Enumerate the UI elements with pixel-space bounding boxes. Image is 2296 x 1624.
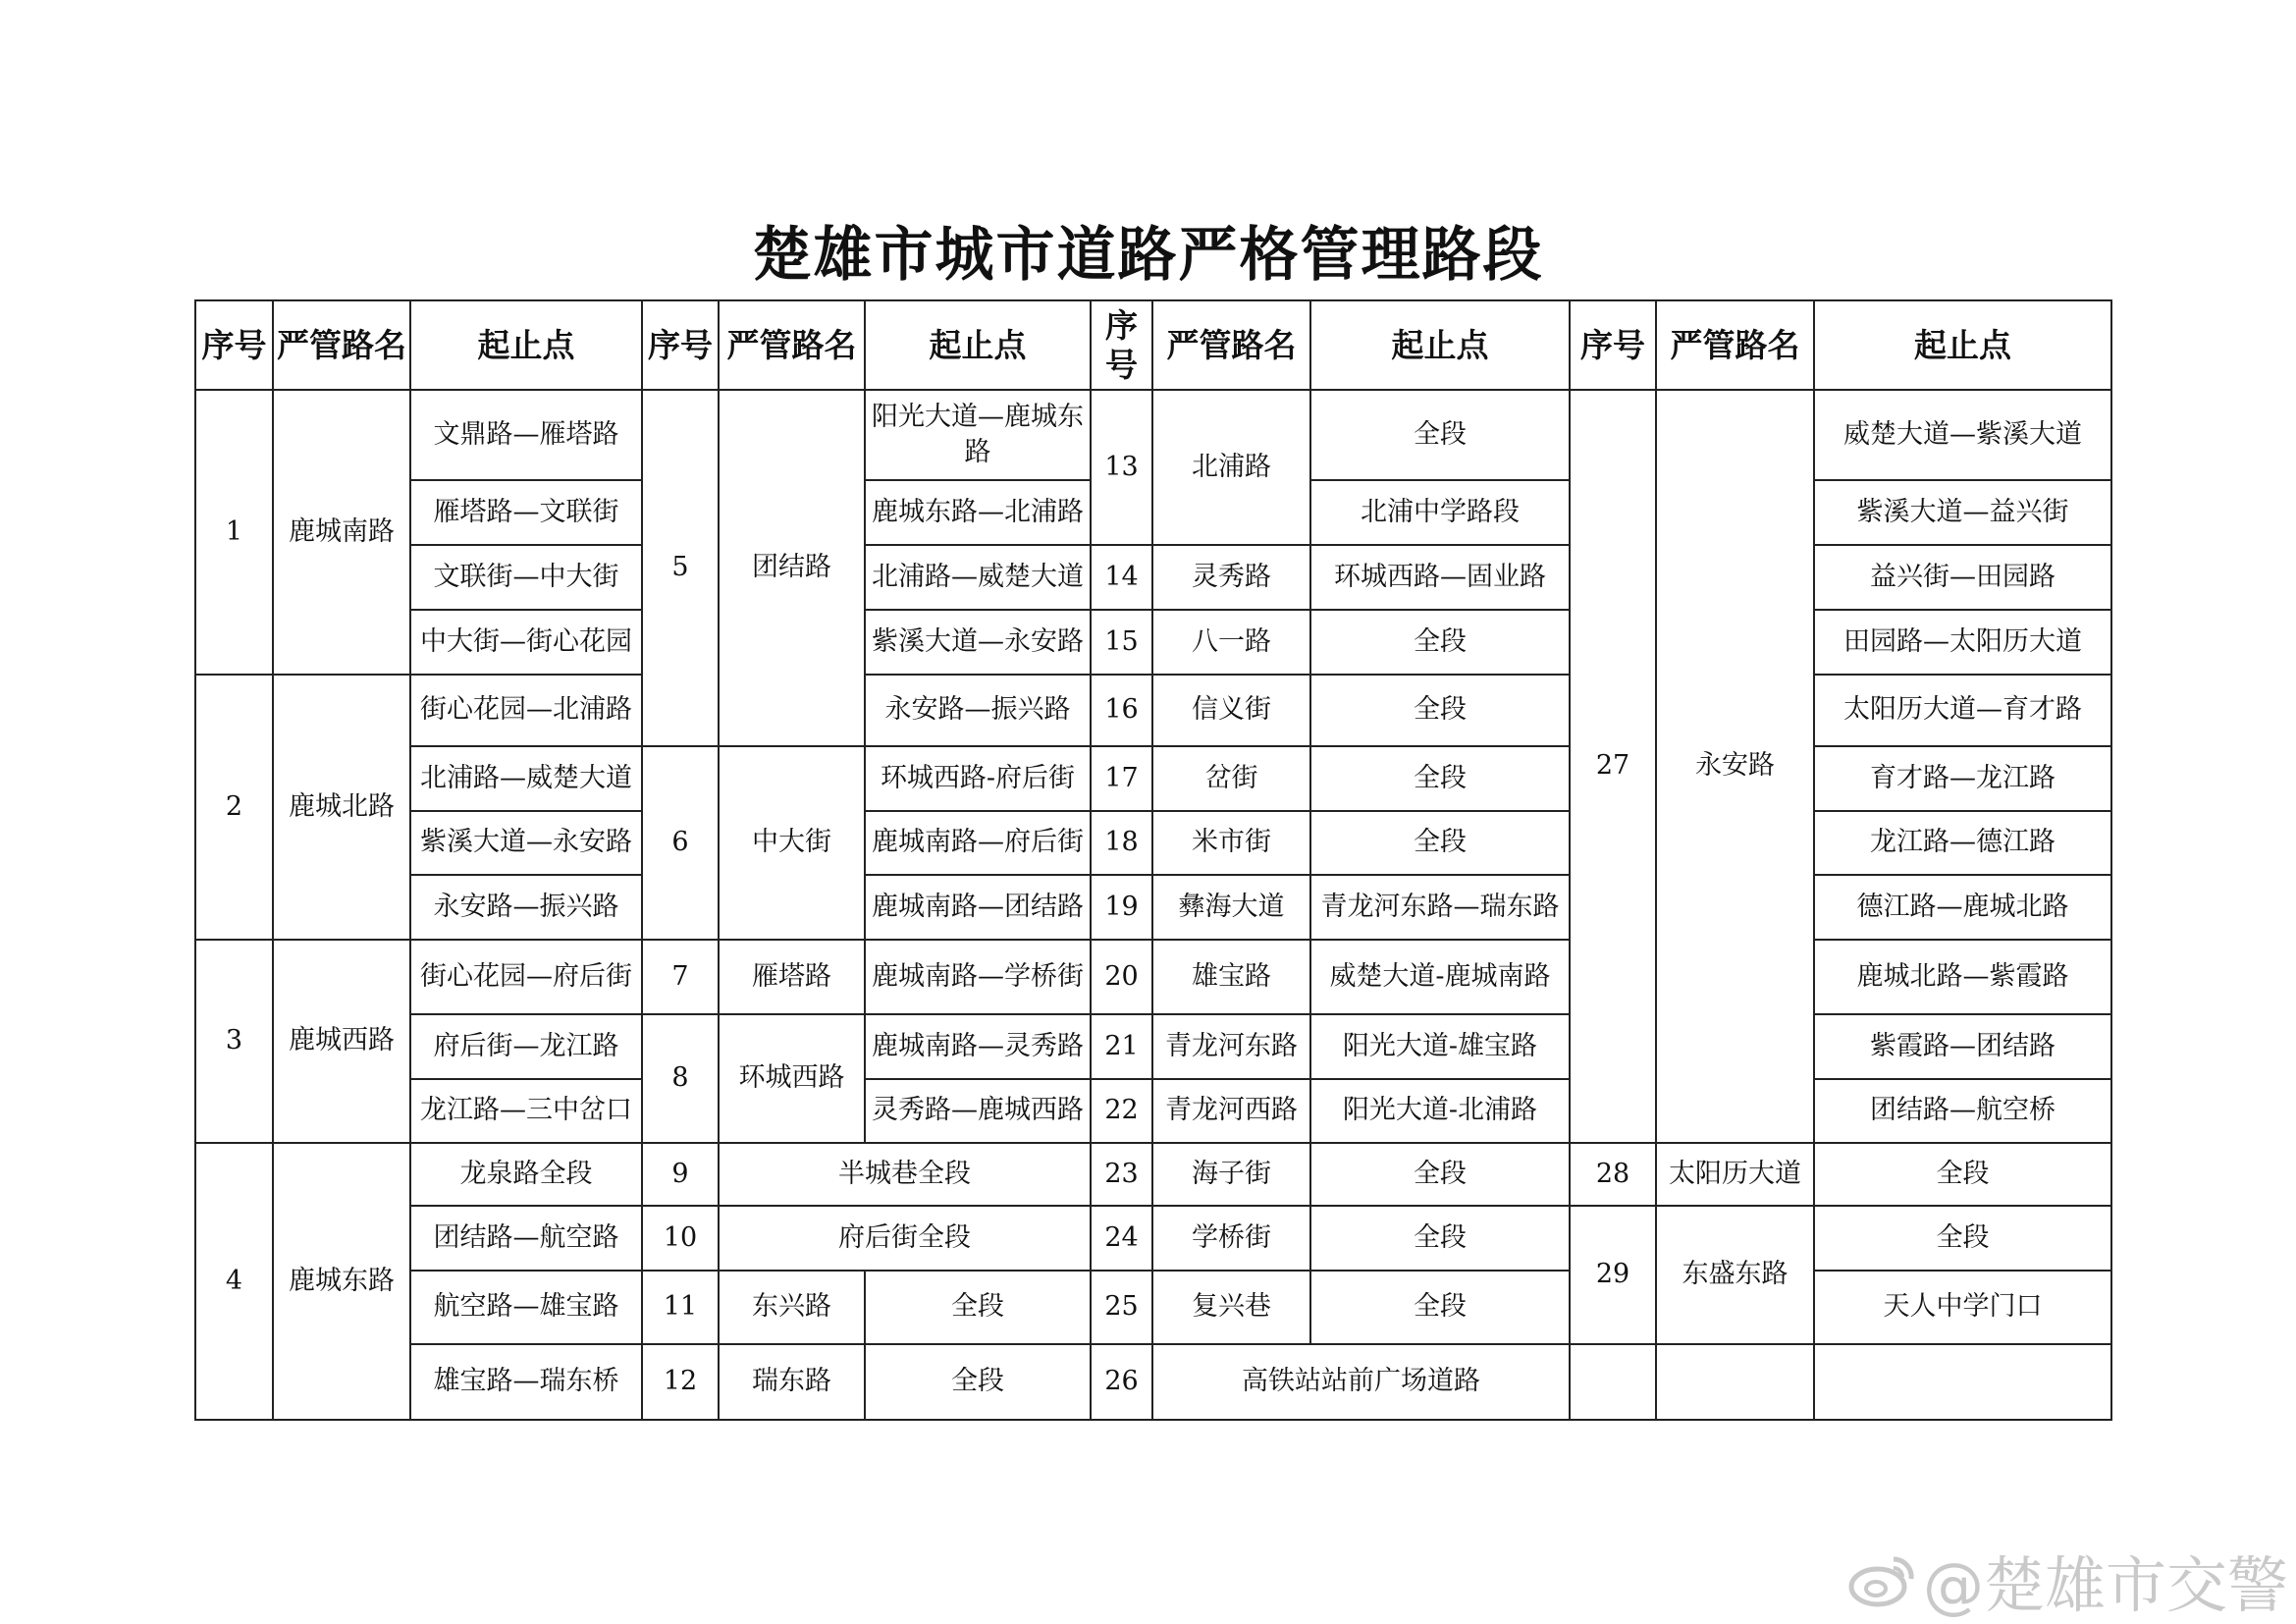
road-name-cell: 环城西路	[719, 1014, 865, 1143]
road-name-cell: 学桥街	[1152, 1206, 1310, 1271]
start-end-cell: 团结路—航空路	[410, 1206, 642, 1271]
serial-number-cell: 11	[642, 1271, 719, 1344]
road-name-cell: 雄宝路	[1152, 940, 1310, 1014]
road-name-cell: 东兴路	[719, 1271, 865, 1344]
column-header: 起止点	[1814, 300, 2111, 390]
start-end-cell: 阳光大道-北浦路	[1310, 1079, 1570, 1143]
serial-number-cell: 8	[642, 1014, 719, 1143]
road-name-cell: 北浦路	[1152, 390, 1310, 545]
start-end-cell: 北浦路—威楚大道	[865, 545, 1091, 610]
empty-cell	[1656, 1344, 1814, 1420]
road-name-cell: 瑞东路	[719, 1344, 865, 1420]
start-end-cell: 龙泉路全段	[410, 1143, 642, 1206]
start-end-cell: 环城西路—固业路	[1310, 545, 1570, 610]
start-end-cell: 益兴街—田园路	[1814, 545, 2111, 610]
serial-number-cell: 20	[1091, 940, 1152, 1014]
column-header: 严管路名	[273, 300, 410, 390]
table-row	[195, 610, 2111, 675]
watermark-text: @楚雄市交警	[1922, 1549, 2288, 1621]
serial-number-cell: 29	[1570, 1206, 1656, 1344]
weibo-logo-icon	[1848, 1553, 1917, 1608]
serial-number-cell: 9	[642, 1143, 719, 1206]
table-row	[195, 940, 2111, 1014]
start-end-cell: 灵秀路—鹿城西路	[865, 1079, 1091, 1143]
road-name-cell: 鹿城东路	[273, 1143, 410, 1420]
road-name-cell: 半城巷全段	[719, 1143, 1091, 1206]
road-name-cell: 鹿城北路	[273, 675, 410, 940]
serial-number-cell: 3	[195, 940, 273, 1143]
start-end-cell: 航空路—雄宝路	[410, 1271, 642, 1344]
column-header: 序号	[1091, 300, 1152, 390]
start-end-cell: 全段	[1310, 610, 1570, 675]
start-end-cell: 紫溪大道—永安路	[865, 610, 1091, 675]
column-header: 起止点	[410, 300, 642, 390]
start-end-cell: 团结路—航空桥	[1814, 1079, 2111, 1143]
start-end-cell: 全段	[1310, 390, 1570, 480]
start-end-cell: 龙江路—德江路	[1814, 811, 2111, 875]
table-row	[195, 390, 2111, 480]
start-end-cell: 阳光大道—鹿城东路	[865, 390, 1091, 480]
start-end-cell: 全段	[1310, 811, 1570, 875]
table-row	[195, 675, 2111, 746]
serial-number-cell: 5	[642, 390, 719, 746]
start-end-cell: 中大街—街心花园	[410, 610, 642, 675]
road-name-cell: 海子街	[1152, 1143, 1310, 1206]
start-end-cell: 紫霞路—团结路	[1814, 1014, 2111, 1079]
start-end-cell: 威楚大道-鹿城南路	[1310, 940, 1570, 1014]
start-end-cell: 阳光大道-雄宝路	[1310, 1014, 1570, 1079]
start-end-cell: 北浦路—威楚大道	[410, 746, 642, 811]
start-end-cell: 鹿城南路—府后街	[865, 811, 1091, 875]
table-row	[195, 1143, 2111, 1206]
road-name-cell: 岔街	[1152, 746, 1310, 811]
table-row	[195, 811, 2111, 875]
start-end-cell: 鹿城南路—团结路	[865, 875, 1091, 940]
start-end-cell: 全段	[1310, 1206, 1570, 1271]
start-end-cell: 全段	[1814, 1143, 2111, 1206]
start-end-cell: 全段	[865, 1344, 1091, 1420]
start-end-cell: 府后街—龙江路	[410, 1014, 642, 1079]
table-row	[195, 1206, 2111, 1271]
start-end-cell: 北浦中学路段	[1310, 480, 1570, 545]
road-name-cell: 八一路	[1152, 610, 1310, 675]
serial-number-cell: 25	[1091, 1271, 1152, 1344]
column-header: 起止点	[865, 300, 1091, 390]
column-header: 严管路名	[719, 300, 865, 390]
start-end-cell: 鹿城南路—灵秀路	[865, 1014, 1091, 1079]
start-end-cell: 全段	[1814, 1206, 2111, 1271]
weibo-watermark	[1848, 1537, 2288, 1624]
serial-number-cell: 14	[1091, 545, 1152, 610]
road-name-cell: 永安路	[1656, 390, 1814, 1143]
table-row	[195, 1079, 2111, 1143]
start-end-cell: 鹿城东路—北浦路	[865, 480, 1091, 545]
column-header: 严管路名	[1656, 300, 1814, 390]
road-name-cell: 米市街	[1152, 811, 1310, 875]
column-header: 严管路名	[1152, 300, 1310, 390]
start-end-cell: 环城西路-府后街	[865, 746, 1091, 811]
serial-number-cell: 18	[1091, 811, 1152, 875]
column-header: 起止点	[1310, 300, 1570, 390]
start-end-cell: 街心花园—北浦路	[410, 675, 642, 746]
table-row	[195, 545, 2111, 610]
start-end-cell: 紫溪大道—益兴街	[1814, 480, 2111, 545]
empty-cell	[1570, 1344, 1656, 1420]
serial-number-cell: 2	[195, 675, 273, 940]
page-title: 楚雄市城市道路严格管理路段	[752, 221, 1544, 290]
table-row	[195, 1344, 2111, 1420]
start-end-cell: 威楚大道—紫溪大道	[1814, 390, 2111, 480]
road-name-cell: 鹿城南路	[273, 390, 410, 675]
road-name-cell: 高铁站站前广场道路	[1152, 1344, 1570, 1420]
table-row	[195, 1014, 2111, 1079]
serial-number-cell: 6	[642, 746, 719, 940]
road-name-cell: 青龙河西路	[1152, 1079, 1310, 1143]
serial-number-cell: 12	[642, 1344, 719, 1420]
road-name-cell: 复兴巷	[1152, 1271, 1310, 1344]
serial-number-cell: 22	[1091, 1079, 1152, 1143]
table-row	[195, 1271, 2111, 1344]
serial-number-cell: 16	[1091, 675, 1152, 746]
start-end-cell: 永安路—振兴路	[865, 675, 1091, 746]
road-name-cell: 中大街	[719, 746, 865, 940]
road-name-cell: 府后街全段	[719, 1206, 1091, 1271]
start-end-cell: 文鼎路—雁塔路	[410, 390, 642, 480]
serial-number-cell: 1	[195, 390, 273, 675]
serial-number-cell: 19	[1091, 875, 1152, 940]
start-end-cell: 全段	[1310, 746, 1570, 811]
table-header-row	[195, 300, 2111, 390]
start-end-cell: 紫溪大道—永安路	[410, 811, 642, 875]
start-end-cell: 德江路—鹿城北路	[1814, 875, 2111, 940]
road-name-cell: 鹿城西路	[273, 940, 410, 1143]
serial-number-cell: 21	[1091, 1014, 1152, 1079]
column-header: 序号	[1570, 300, 1656, 390]
start-end-cell: 全段	[1310, 675, 1570, 746]
column-header: 序号	[195, 300, 273, 390]
table-row	[195, 746, 2111, 811]
serial-number-cell: 28	[1570, 1143, 1656, 1206]
serial-number-cell: 17	[1091, 746, 1152, 811]
start-end-cell: 雁塔路—文联街	[410, 480, 642, 545]
road-name-cell: 太阳历大道	[1656, 1143, 1814, 1206]
serial-number-cell: 27	[1570, 390, 1656, 1143]
start-end-cell: 全段	[1310, 1143, 1570, 1206]
serial-number-cell: 7	[642, 940, 719, 1014]
start-end-cell: 全段	[865, 1271, 1091, 1344]
start-end-cell: 田园路—太阳历大道	[1814, 610, 2111, 675]
road-management-table	[194, 299, 2112, 1421]
serial-number-cell: 10	[642, 1206, 719, 1271]
start-end-cell: 全段	[1310, 1271, 1570, 1344]
serial-number-cell: 24	[1091, 1206, 1152, 1271]
serial-number-cell: 23	[1091, 1143, 1152, 1206]
start-end-cell: 永安路—振兴路	[410, 875, 642, 940]
start-end-cell: 街心花园—府后街	[410, 940, 642, 1014]
road-name-cell: 彝海大道	[1152, 875, 1310, 940]
start-end-cell: 青龙河东路—瑞东路	[1310, 875, 1570, 940]
road-name-cell: 团结路	[719, 390, 865, 746]
start-end-cell: 雄宝路—瑞东桥	[410, 1344, 642, 1420]
column-header: 序号	[642, 300, 719, 390]
start-end-cell: 龙江路—三中岔口	[410, 1079, 642, 1143]
road-name-cell: 东盛东路	[1656, 1206, 1814, 1344]
road-name-cell: 雁塔路	[719, 940, 865, 1014]
start-end-cell: 天人中学门口	[1814, 1271, 2111, 1344]
start-end-cell: 鹿城北路—紫霞路	[1814, 940, 2111, 1014]
start-end-cell: 育才路—龙江路	[1814, 746, 2111, 811]
road-name-cell: 灵秀路	[1152, 545, 1310, 610]
road-name-cell: 青龙河东路	[1152, 1014, 1310, 1079]
serial-number-cell: 26	[1091, 1344, 1152, 1420]
start-end-cell: 太阳历大道—育才路	[1814, 675, 2111, 746]
road-name-cell: 信义街	[1152, 675, 1310, 746]
serial-number-cell: 13	[1091, 390, 1152, 545]
start-end-cell: 鹿城南路—学桥街	[865, 940, 1091, 1014]
serial-number-cell: 4	[195, 1143, 273, 1420]
table-row	[195, 875, 2111, 940]
start-end-cell: 文联街—中大街	[410, 545, 642, 610]
serial-number-cell: 15	[1091, 610, 1152, 675]
empty-cell	[1814, 1344, 2111, 1420]
